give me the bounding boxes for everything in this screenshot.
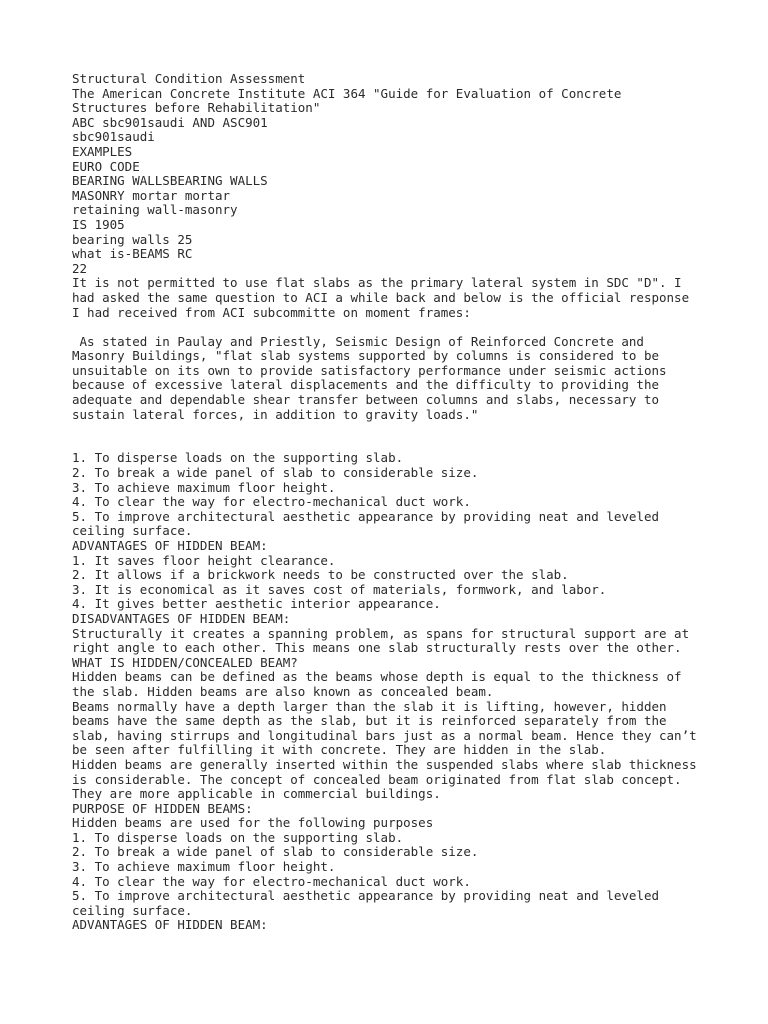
- text-line: Masonry Buildings, "flat slab systems supported by columns is considered to be: [72, 348, 659, 364]
- text-line: is considerable. The concept of concealed beam originated from flat slab concept.: [72, 771, 682, 787]
- text-line: 5. To improve architectural aesthetic appearance by providing neat and leveled: [72, 888, 659, 904]
- text-line: right angle to each other. This means one slab structurally rests over the other.: [72, 640, 682, 656]
- text-line: sustain lateral forces, in addition to gravity loads.": [72, 406, 479, 422]
- text-line: retaining wall-masonry: [72, 202, 238, 218]
- text-line: MASONRY mortar mortar: [72, 187, 231, 203]
- text-line: sbc901saudi: [72, 129, 155, 145]
- document-page: [72, 72, 712, 933]
- text-line: EXAMPLES: [72, 143, 133, 159]
- blank-line: [72, 437, 712, 452]
- blank-line: [72, 422, 712, 437]
- text-line: 4. To clear the way for electro-mechanical duct work.: [72, 494, 471, 510]
- text-line: had asked the same question to ACI a while back and below is the official response: [72, 289, 690, 305]
- text-line: 4. It gives better aesthetic interior appearance.: [72, 596, 441, 612]
- text-line: Hidden beams are used for the following purposes: [72, 815, 434, 831]
- text-line: bearing walls 25: [72, 231, 193, 247]
- text-line: what is-BEAMS RC: [72, 246, 193, 262]
- text-line: 3. To achieve maximum floor height.: [72, 479, 336, 495]
- text-line: They are more applicable in commercial buildings.: [72, 786, 441, 802]
- blank-line: [72, 320, 712, 335]
- document-header-block: [72, 72, 712, 320]
- text-line: 5. To improve architectural aesthetic appearance by providing neat and leveled: [72, 508, 659, 524]
- text-line: 1. To disperse loads on the supporting slab.: [72, 829, 404, 845]
- text-line: beams have the same depth as the slab, but it is reinforced separately from the: [72, 713, 667, 729]
- text-line: 2. To break a wide panel of slab to considerable size.: [72, 465, 479, 481]
- text-line: 3. To achieve maximum floor height.: [72, 859, 336, 875]
- text-line: ADVANTAGES OF HIDDEN BEAM:: [72, 917, 268, 933]
- text-line: 1. To disperse loads on the supporting slab.: [72, 450, 404, 466]
- text-line: adequate and dependable shear transfer between columns and slabs, necessary to: [72, 392, 659, 408]
- text-line: PURPOSE OF HIDDEN BEAMS:: [72, 800, 253, 816]
- text-line: WHAT IS HIDDEN/CONCEALED BEAM?: [72, 654, 298, 670]
- text-line: BEARING WALLSBEARING WALLS: [72, 173, 268, 189]
- text-line: Hidden beams can be defined as the beams whose depth is equal to the thickness of: [72, 669, 682, 685]
- text-line: 22: [72, 260, 88, 276]
- text-line: 1. It saves floor height clearance.: [72, 552, 336, 568]
- text-line: slab, having stirrups and longitudinal bars just as a normal beam. Hence they can’t: [72, 727, 697, 743]
- text-line: As stated in Paulay and Priestly, Seismic Design of Reinforced Concrete and: [72, 333, 644, 349]
- text-line: EURO CODE: [72, 158, 140, 174]
- text-line: 3. It is economical as it saves cost of materials, formwork, and labor.: [72, 581, 607, 597]
- text-line: ADVANTAGES OF HIDDEN BEAM:: [72, 538, 268, 553]
- text-line: The American Concrete Institute ACI 364 "Guide for Evaluation of Concrete: [72, 85, 622, 101]
- text-line: be seen after fulfilling it with concrete. They are hidden in the slab.: [72, 742, 607, 758]
- text-line: 2. To break a wide panel of slab to considerable size.: [72, 844, 479, 860]
- text-line: ceiling surface.: [72, 523, 193, 539]
- text-line: ceiling surface.: [72, 902, 193, 918]
- text-line: Hidden beams are generally inserted within the suspended slabs where slab thickness: [72, 756, 697, 772]
- text-line: DISADVANTAGES OF HIDDEN BEAM:: [72, 610, 291, 626]
- text-line: 2. It allows if a brickwork needs to be constructed over the slab.: [72, 567, 569, 583]
- text-line: I had received from ACI subcommitte on moment frames:: [72, 304, 471, 320]
- text-line: because of excessive lateral displacements and the difficulty to providing the: [72, 377, 659, 393]
- text-line: It is not permitted to use flat slabs as the primary lateral system in SDC "D". I: [72, 275, 682, 291]
- document-body-block: [72, 451, 712, 933]
- text-line: the slab. Hidden beams are also known as concealed beam.: [72, 683, 494, 699]
- text-line: Structures before Rehabilitation": [72, 100, 321, 116]
- text-line: Beams normally have a depth larger than the slab it is lifting, however, hidden: [72, 698, 667, 714]
- text-line: IS 1905: [72, 216, 125, 232]
- quote-block: [72, 335, 712, 423]
- text-line: Structurally it creates a spanning problem, as spans for structural support are at: [72, 625, 690, 641]
- text-line: ABC sbc901saudi AND ASC901: [72, 114, 268, 130]
- text-line: unsuitable on its own to provide satisfactory performance under seismic actions: [72, 362, 667, 378]
- text-line: Structural Condition Assessment: [72, 71, 306, 86]
- text-line: 4. To clear the way for electro-mechanical duct work.: [72, 873, 471, 889]
